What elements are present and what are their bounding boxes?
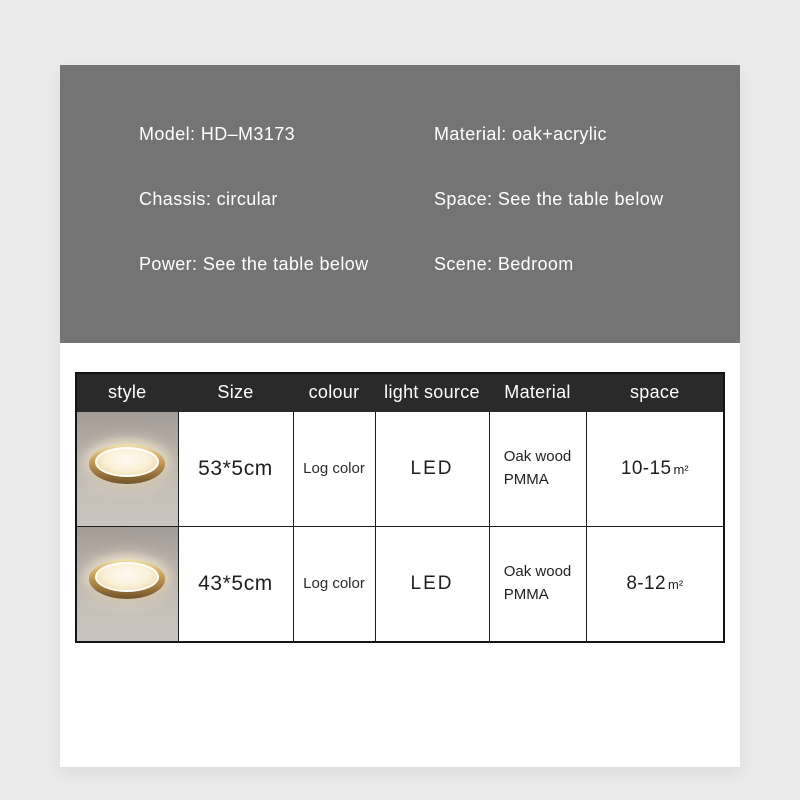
spec-summary-panel bbox=[60, 65, 740, 343]
space-unit: m² bbox=[667, 576, 684, 592]
space-unit: m² bbox=[673, 461, 689, 477]
lamp-photo-cell bbox=[76, 526, 178, 642]
material-value bbox=[489, 526, 586, 642]
spec-power: Power: See the table below bbox=[139, 254, 369, 274]
ceiling-lamp-photo bbox=[77, 412, 178, 526]
product-spec-table bbox=[75, 372, 725, 643]
spec-space: Space: See the table below bbox=[434, 189, 664, 209]
product-spec-card bbox=[60, 65, 740, 767]
ceiling-lamp-photo bbox=[77, 527, 178, 641]
light-source-value: LED bbox=[375, 411, 489, 526]
header-size: Size bbox=[178, 373, 293, 411]
size-value: 53*5cm bbox=[178, 411, 293, 526]
space-value bbox=[586, 411, 724, 526]
table-row bbox=[76, 526, 724, 642]
space-value bbox=[586, 526, 724, 642]
material-line2: PMMA bbox=[503, 585, 549, 603]
header-light-source: light source bbox=[375, 373, 489, 411]
spec-material: Material: oak+acrylic bbox=[434, 124, 607, 144]
space-number: 10-15 bbox=[620, 457, 672, 479]
size-value: 43*5cm bbox=[178, 526, 293, 642]
table-row bbox=[76, 411, 724, 526]
header-space: space bbox=[586, 373, 724, 411]
material-line2: PMMA bbox=[503, 470, 549, 488]
spec-scene: Scene: Bedroom bbox=[434, 254, 574, 274]
light-source-value: LED bbox=[375, 526, 489, 642]
lamp-light-face-icon bbox=[95, 562, 159, 592]
header-style: style bbox=[76, 373, 178, 411]
header-colour: colour bbox=[293, 373, 375, 411]
table-header-row bbox=[76, 373, 724, 411]
material-line1: Oak wood bbox=[503, 563, 572, 580]
colour-value: Log color bbox=[293, 526, 375, 642]
spec-model: Model: HD–M3173 bbox=[139, 124, 296, 144]
lamp-photo-cell bbox=[76, 411, 178, 526]
spec-chassis: Chassis: circular bbox=[139, 189, 278, 209]
space-number: 8-12 bbox=[626, 572, 666, 594]
material-line1: Oak wood bbox=[503, 448, 572, 465]
header-material: Material bbox=[489, 373, 586, 411]
lamp-light-face-icon bbox=[95, 447, 159, 477]
colour-value: Log color bbox=[293, 411, 375, 526]
material-value bbox=[489, 411, 586, 526]
